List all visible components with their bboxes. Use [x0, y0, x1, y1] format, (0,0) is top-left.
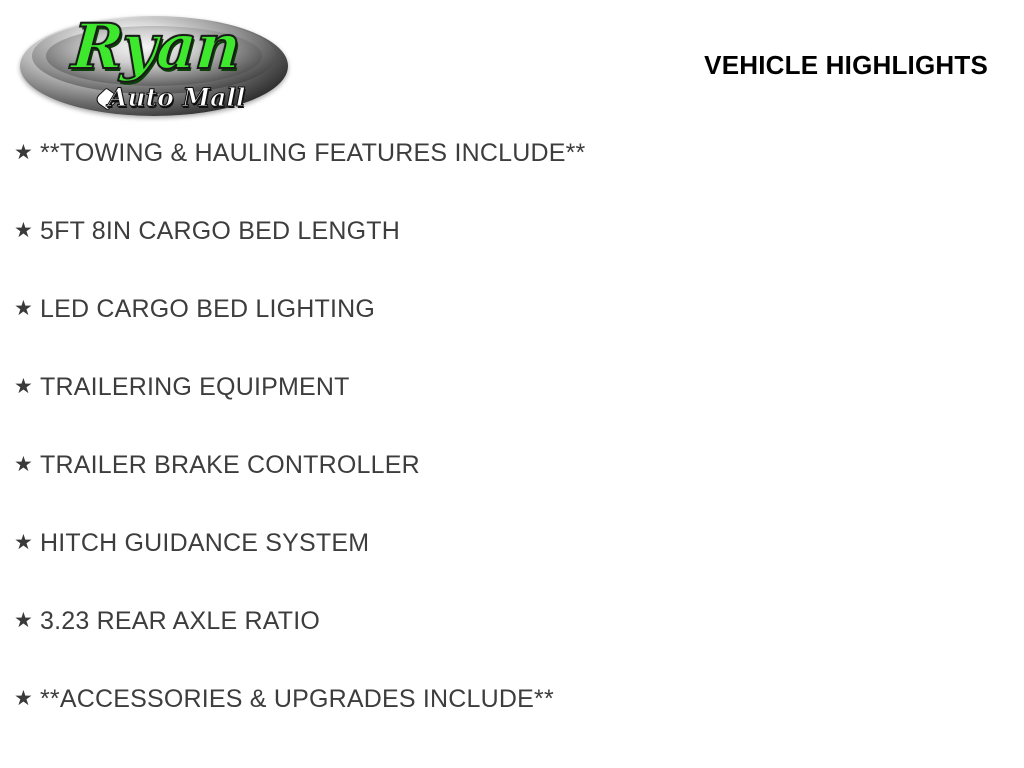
star-bullet-icon: ★ — [14, 453, 33, 476]
list-item-label: LED CARGO BED LIGHTING — [40, 295, 376, 323]
star-bullet-icon: ★ — [14, 375, 33, 398]
star-bullet-icon: ★ — [14, 687, 33, 710]
star-bullet-icon: ★ — [14, 609, 33, 632]
star-bullet-icon: ★ — [14, 219, 33, 242]
list-item — [0, 370, 1024, 448]
list-item-label: TRAILER BRAKE CONTROLLER — [40, 451, 420, 479]
list-item-label: TRAILERING EQUIPMENT — [40, 373, 350, 401]
list-item-label: 5FT 8IN CARGO BED LENGTH — [40, 217, 400, 245]
list-item — [0, 136, 1024, 214]
list-item — [0, 526, 1024, 604]
ryan-auto-mall-logo — [12, 6, 297, 124]
list-item — [0, 214, 1024, 292]
list-item — [0, 292, 1024, 370]
star-bullet-icon: ★ — [14, 531, 33, 554]
logo-brand-subtitle: Auto Mall — [108, 83, 246, 112]
star-bullet-icon: ★ — [14, 297, 33, 320]
logo-brand-name: Ryan — [69, 10, 243, 83]
list-item — [0, 448, 1024, 526]
star-bullet-icon: ★ — [14, 141, 33, 164]
list-item-label: HITCH GUIDANCE SYSTEM — [40, 529, 370, 557]
list-item-label: **ACCESSORIES & UPGRADES INCLUDE** — [40, 685, 554, 713]
vehicle-highlights-list — [0, 136, 1024, 760]
list-item — [0, 682, 1024, 760]
list-item — [0, 604, 1024, 682]
page-header — [0, 0, 1024, 128]
page-title: VEHICLE HIGHLIGHTS — [704, 50, 988, 80]
list-item-label: 3.23 REAR AXLE RATIO — [40, 607, 321, 635]
list-item-label: **TOWING & HAULING FEATURES INCLUDE** — [40, 139, 586, 167]
